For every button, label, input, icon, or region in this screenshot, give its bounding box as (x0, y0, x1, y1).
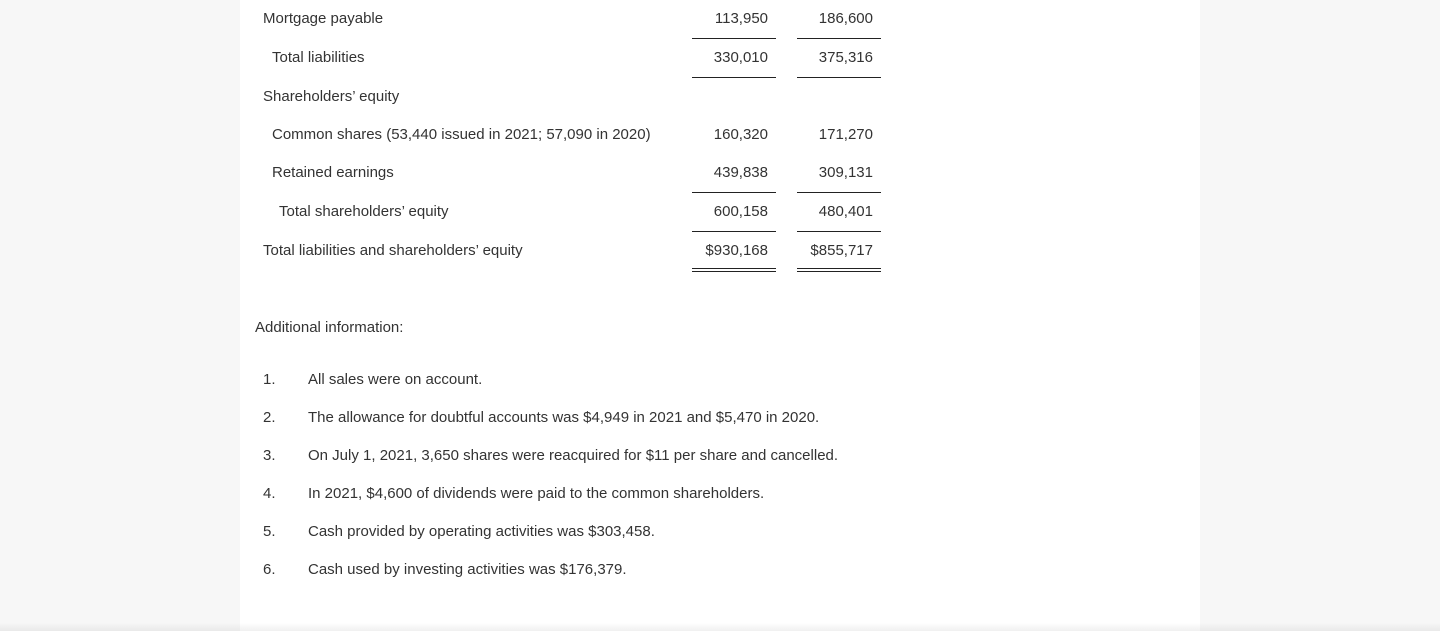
underline-2020 (797, 231, 881, 232)
additional-information-heading: Additional information: (255, 319, 404, 336)
list-item-text: Cash used by investing activities was $176,379. (308, 561, 627, 578)
row-label-total-shareholders-equity: Total shareholders’ equity (279, 203, 449, 220)
underline-2021 (692, 231, 776, 232)
value-2021-mortgage-payable: 113,950 (714, 10, 768, 27)
list-item-text: In 2021, $4,600 of dividends were paid to the common shareholders. (308, 485, 765, 502)
value-2020-retained-earnings: 309,131 (818, 164, 873, 181)
underline-2021 (692, 192, 776, 193)
bottom-shadow (0, 623, 1440, 631)
double-underline-2020 (797, 268, 881, 272)
double-underline-2021 (692, 268, 776, 272)
value-2021-total-liabilities-and-equity: $930,168 (705, 242, 768, 259)
row-label-total-liabilities: Total liabilities (272, 49, 365, 66)
list-item-number: 3. (263, 447, 276, 464)
underline-2020 (797, 192, 881, 193)
row-label-total-liabilities-and-equity: Total liabilities and shareholders’ equity (263, 242, 523, 259)
value-2020-common-shares: 171,270 (818, 126, 873, 143)
value-2021-total-liabilities: 330,010 (713, 49, 768, 66)
section-heading-shareholders-equity: Shareholders’ equity (263, 88, 400, 105)
value-2020-total-shareholders-equity: 480,401 (818, 203, 873, 220)
list-item-number: 6. (263, 561, 276, 578)
underline-2021 (692, 38, 776, 39)
list-item-text: On July 1, 2021, 3,650 shares were reacquired for $11 per share and cancelled. (308, 447, 839, 464)
row-label-mortgage-payable: Mortgage payable (263, 10, 384, 27)
list-item-number: 4. (263, 485, 276, 502)
value-2021-retained-earnings: 439,838 (713, 164, 768, 181)
document-page (240, 0, 1200, 631)
value-2021-common-shares: 160,320 (713, 126, 768, 143)
list-item-number: 2. (263, 409, 276, 426)
value-2020-mortgage-payable: 186,600 (818, 10, 873, 27)
row-label-retained-earnings: Retained earnings (272, 164, 394, 181)
list-item-text: All sales were on account. (308, 371, 483, 388)
underline-2020 (797, 38, 881, 39)
list-item-text: Cash provided by operating activities was $303,458. (308, 523, 655, 540)
list-item-text: The allowance for doubtful accounts was $4,949 in 2021 and $5,470 in 2020. (308, 409, 820, 426)
list-item-number: 1. (263, 371, 276, 388)
list-item-number: 5. (263, 523, 276, 540)
underline-2021 (692, 77, 776, 78)
value-2020-total-liabilities: 375,316 (818, 49, 873, 66)
underline-2020 (797, 77, 881, 78)
value-2021-total-shareholders-equity: 600,158 (713, 203, 768, 220)
row-label-common-shares: Common shares (53,440 issued in 2021; 57,090 in 2020) (272, 126, 651, 143)
value-2020-total-liabilities-and-equity: $855,717 (810, 242, 873, 259)
